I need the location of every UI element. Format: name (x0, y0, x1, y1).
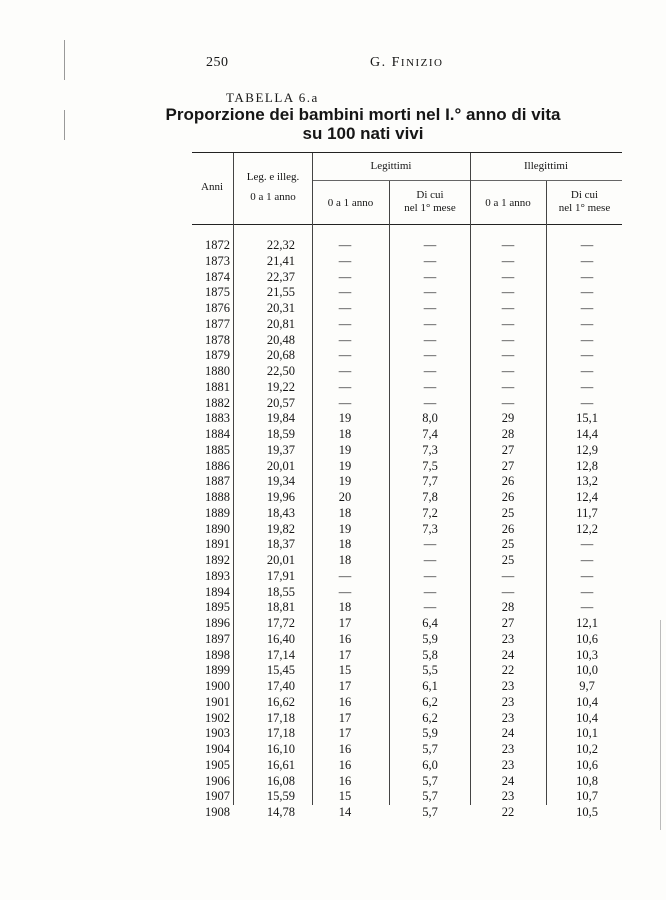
table-row (0, 758, 666, 774)
cell-ill-0a1: — (501, 301, 515, 315)
cell-leg-0a1: 17 (338, 710, 352, 725)
cell-ill-0a1: — (501, 285, 515, 300)
cell-leg-0a1: — (338, 332, 352, 347)
cell-year: 1873 (205, 253, 230, 268)
cell-leg-0a1: 20 (338, 490, 352, 504)
cell-leg-0a1: 19 (338, 458, 352, 473)
header-leg-illeg-line1: Leg. e illeg. (246, 171, 300, 183)
cell-leg-first-month: — (423, 395, 437, 410)
table-row (0, 396, 666, 412)
legittimi-rule (312, 180, 470, 181)
cell-ill-first-month: — (580, 395, 594, 410)
cell-year: 1887 (205, 474, 230, 489)
cell-ill-first-month: 11,7 (576, 505, 598, 520)
table-row (0, 774, 666, 790)
cell-year: 1879 (205, 348, 230, 363)
cell-ill-first-month: — (580, 600, 594, 615)
header-illegittimi: Illegittimi (524, 160, 568, 172)
cell-ill-0a1: 22 (501, 805, 515, 819)
cell-ill-0a1: 23 (501, 710, 515, 725)
cell-ill-first-month: 14,4 (576, 427, 598, 441)
cell-year: 1892 (205, 553, 230, 567)
cell-ill-0a1: 24 (501, 726, 515, 741)
table-row (0, 616, 666, 632)
cell-leg-first-month: — (423, 348, 437, 363)
table-row (0, 569, 666, 585)
cell-year: 1908 (205, 805, 230, 819)
table-row (0, 348, 666, 364)
cell-year: 1883 (205, 411, 230, 426)
cell-leg-first-month: — (423, 553, 437, 567)
cell-leg-illeg-total: 16,40 (266, 631, 295, 646)
header-leg-dicui-line1: Di cui (416, 189, 444, 201)
cell-leg-0a1: 18 (338, 505, 352, 520)
cell-ill-0a1: 25 (501, 553, 515, 567)
cell-ill-0a1: 24 (501, 773, 515, 788)
cell-ill-0a1: 23 (501, 757, 515, 772)
cell-leg-illeg-total: 19,84 (266, 411, 295, 426)
cell-ill-first-month: 12,8 (576, 458, 598, 473)
cell-leg-illeg-total: 19,96 (266, 490, 295, 504)
cell-leg-0a1: — (338, 364, 352, 378)
cell-leg-first-month: — (423, 584, 437, 599)
cell-year: 1904 (205, 742, 230, 756)
cell-ill-0a1: 23 (501, 694, 515, 709)
cell-ill-first-month: 10,0 (576, 663, 598, 678)
cell-ill-first-month: — (580, 537, 594, 552)
table-row (0, 742, 666, 758)
cell-ill-first-month: — (580, 238, 594, 252)
cell-ill-first-month: — (580, 568, 594, 583)
cell-leg-illeg-total: 17,18 (266, 710, 295, 725)
table-row (0, 553, 666, 569)
table-row (0, 537, 666, 553)
table-row (0, 285, 666, 301)
cell-leg-first-month: 6,1 (422, 679, 438, 693)
cell-year: 1903 (205, 726, 230, 741)
table-row (0, 427, 666, 443)
table-row (0, 254, 666, 270)
cell-leg-0a1: — (338, 348, 352, 363)
cell-leg-illeg-total: 17,14 (266, 647, 295, 662)
cell-ill-0a1: 23 (501, 742, 515, 756)
cell-leg-first-month: — (423, 537, 437, 552)
cell-ill-0a1: — (501, 584, 515, 599)
cell-ill-0a1: 28 (501, 427, 515, 441)
cell-ill-first-month: 9,7 (579, 679, 595, 693)
left-margin-mark (64, 110, 65, 140)
cell-leg-illeg-total: 17,40 (266, 679, 295, 693)
cell-ill-first-month: — (580, 553, 594, 567)
cell-leg-0a1: — (338, 584, 352, 599)
cell-leg-0a1: 17 (338, 726, 352, 741)
cell-leg-illeg-total: 18,55 (266, 584, 295, 599)
cell-year: 1895 (205, 600, 230, 615)
cell-leg-first-month: — (423, 568, 437, 583)
cell-leg-0a1: 16 (338, 631, 352, 646)
cell-ill-0a1: — (501, 332, 515, 347)
cell-ill-first-month: 10,2 (576, 742, 598, 756)
cell-ill-0a1: — (501, 269, 515, 284)
cell-leg-illeg-total: 21,41 (266, 253, 295, 268)
cell-leg-first-month: 5,7 (422, 789, 438, 804)
cell-leg-illeg-total: 20,81 (266, 316, 295, 331)
cell-leg-0a1: 19 (338, 442, 352, 457)
cell-leg-illeg-total: 16,61 (266, 757, 295, 772)
cell-ill-0a1: — (501, 379, 515, 394)
table-title: Proporzione dei bambini morti nel I.° anno di vita (165, 105, 561, 124)
cell-year: 1896 (205, 616, 230, 630)
cell-leg-first-month: 5,9 (422, 726, 438, 741)
cell-leg-illeg-total: 15,59 (266, 789, 295, 804)
cell-leg-first-month: — (423, 332, 437, 347)
cell-ill-0a1: — (501, 238, 515, 252)
cell-leg-0a1: 16 (338, 757, 352, 772)
cell-leg-illeg-total: 18,59 (266, 427, 295, 441)
cell-leg-illeg-total: 22,37 (266, 269, 295, 284)
cell-ill-first-month: — (580, 364, 594, 378)
cell-leg-illeg-total: 20,48 (266, 332, 295, 347)
table-row (0, 711, 666, 727)
cell-ill-0a1: 23 (501, 789, 515, 804)
cell-ill-0a1: 25 (501, 537, 515, 552)
table-subtitle: su 100 nati vivi (302, 124, 424, 143)
cell-ill-first-month: 10,4 (576, 710, 598, 725)
cell-year: 1891 (205, 537, 230, 552)
cell-leg-first-month: 5,9 (422, 631, 438, 646)
table-row (0, 726, 666, 742)
cell-ill-first-month: 10,1 (576, 726, 598, 741)
left-margin-mark (64, 40, 65, 80)
cell-leg-0a1: — (338, 379, 352, 394)
cell-ill-first-month: 10,8 (576, 773, 598, 788)
cell-ill-0a1: 23 (501, 679, 515, 693)
table-row (0, 238, 666, 254)
cell-year: 1872 (205, 238, 230, 252)
cell-ill-0a1: 28 (501, 600, 515, 615)
cell-leg-illeg-total: 18,37 (266, 537, 295, 552)
cell-leg-0a1: 18 (338, 553, 352, 567)
cell-ill-first-month: — (580, 332, 594, 347)
cell-leg-illeg-total: 16,10 (266, 742, 295, 756)
cell-ill-0a1: 24 (501, 647, 515, 662)
cell-year: 1881 (205, 379, 230, 394)
cell-leg-0a1: — (338, 316, 352, 331)
cell-leg-illeg-total: 18,43 (266, 505, 295, 520)
table-row (0, 648, 666, 664)
cell-leg-0a1: 15 (338, 789, 352, 804)
cell-leg-first-month: 7,4 (422, 427, 438, 441)
cell-leg-0a1: 18 (338, 427, 352, 441)
cell-leg-first-month: — (423, 301, 437, 315)
cell-leg-0a1: 17 (338, 647, 352, 662)
author-initial: G. F (370, 55, 401, 70)
cell-ill-first-month: — (580, 285, 594, 300)
cell-leg-0a1: 18 (338, 600, 352, 615)
cell-ill-first-month: — (580, 379, 594, 394)
cell-ill-first-month: 10,6 (576, 631, 598, 646)
cell-leg-illeg-total: 20,01 (266, 458, 295, 473)
cell-leg-first-month: 6,2 (422, 694, 438, 709)
cell-leg-first-month: 7,8 (422, 490, 438, 504)
table-row (0, 632, 666, 648)
cell-leg-0a1: 16 (338, 773, 352, 788)
cell-ill-first-month: 10,7 (576, 789, 598, 804)
cell-leg-0a1: 16 (338, 694, 352, 709)
cell-leg-illeg-total: 20,68 (266, 348, 295, 363)
cell-ill-0a1: 29 (501, 411, 515, 426)
cell-leg-illeg-total: 19,22 (266, 379, 295, 394)
cell-leg-first-month: — (423, 379, 437, 394)
table-row (0, 459, 666, 475)
cell-ill-0a1: 27 (501, 442, 515, 457)
cell-ill-0a1: — (501, 348, 515, 363)
cell-leg-illeg-total: 20,31 (266, 301, 295, 315)
cell-leg-0a1: — (338, 238, 352, 252)
cell-ill-0a1: 25 (501, 505, 515, 520)
cell-leg-0a1: — (338, 301, 352, 315)
header-bottom-rule (192, 224, 622, 225)
cell-year: 1905 (205, 757, 230, 772)
cell-ill-first-month: 10,3 (576, 647, 598, 662)
table-row (0, 301, 666, 317)
cell-year: 1878 (205, 332, 230, 347)
cell-leg-illeg-total: 22,50 (266, 364, 295, 378)
cell-leg-first-month: 5,7 (422, 805, 438, 819)
cell-ill-first-month: 12,1 (576, 616, 598, 630)
cell-leg-0a1: 19 (338, 474, 352, 489)
cell-leg-first-month: — (423, 253, 437, 268)
cell-leg-illeg-total: 16,08 (266, 773, 295, 788)
table-row (0, 663, 666, 679)
cell-year: 1897 (205, 631, 230, 646)
cell-year: 1888 (205, 490, 230, 504)
cell-year: 1893 (205, 568, 230, 583)
cell-leg-first-month: — (423, 364, 437, 378)
table-row (0, 411, 666, 427)
cell-leg-first-month: 7,3 (422, 442, 438, 457)
cell-ill-first-month: 12,9 (576, 442, 598, 457)
cell-leg-illeg-total: 17,72 (266, 616, 295, 630)
author-rest: INIZIO (400, 57, 444, 69)
table-row (0, 522, 666, 538)
cell-leg-illeg-total: 16,62 (266, 694, 295, 709)
cell-ill-first-month: — (580, 301, 594, 315)
cell-ill-first-month: 12,2 (576, 521, 598, 536)
cell-year: 1875 (205, 285, 230, 300)
cell-ill-0a1: 26 (501, 490, 515, 504)
right-margin-mark (660, 620, 661, 830)
table-row (0, 380, 666, 396)
table-row (0, 789, 666, 805)
header-legittimi: Legittimi (370, 160, 412, 172)
cell-year: 1886 (205, 458, 230, 473)
cell-leg-illeg-total: 19,37 (266, 442, 295, 457)
cell-ill-first-month: 13,2 (576, 474, 598, 489)
table-row (0, 270, 666, 286)
cell-ill-first-month: 10,5 (576, 805, 598, 819)
cell-year: 1874 (205, 269, 230, 284)
cell-ill-0a1: — (501, 568, 515, 583)
cell-leg-first-month: 7,7 (422, 474, 438, 489)
cell-leg-illeg-total: 22,32 (266, 238, 295, 252)
cell-ill-first-month: — (580, 269, 594, 284)
cell-ill-first-month: 12,4 (576, 490, 598, 504)
cell-ill-0a1: 26 (501, 474, 515, 489)
cell-ill-0a1: 22 (501, 663, 515, 678)
cell-leg-0a1: 15 (338, 663, 352, 678)
cell-leg-illeg-total: 21,55 (266, 285, 295, 300)
cell-leg-illeg-total: 19,82 (266, 521, 295, 536)
table-label: TABELLA 6.a (226, 90, 319, 105)
cell-year: 1900 (205, 679, 230, 693)
table-row (0, 474, 666, 490)
cell-leg-0a1: — (338, 269, 352, 284)
cell-leg-0a1: — (338, 253, 352, 268)
cell-year: 1876 (205, 301, 230, 315)
table-row (0, 333, 666, 349)
cell-ill-first-month: — (580, 253, 594, 268)
cell-leg-0a1: — (338, 285, 352, 300)
cell-ill-0a1: 27 (501, 616, 515, 630)
cell-ill-first-month: 10,6 (576, 757, 598, 772)
cell-year: 1907 (205, 789, 230, 804)
cell-leg-first-month: 6,4 (422, 616, 438, 630)
cell-ill-0a1: 27 (501, 458, 515, 473)
cell-leg-first-month: 5,7 (422, 773, 438, 788)
header-ill-0a1: 0 a 1 anno (485, 197, 531, 209)
cell-ill-0a1: — (501, 395, 515, 410)
cell-ill-0a1: 23 (501, 631, 515, 646)
cell-leg-first-month: — (423, 269, 437, 284)
cell-ill-first-month: 15,1 (576, 411, 598, 426)
table-row (0, 805, 666, 821)
running-head-author (370, 55, 444, 71)
cell-year: 1884 (205, 427, 230, 441)
cell-leg-first-month: 7,5 (422, 458, 438, 473)
cell-ill-0a1: — (501, 253, 515, 268)
cell-leg-first-month: — (423, 316, 437, 331)
cell-leg-illeg-total: 17,91 (266, 568, 295, 583)
cell-leg-illeg-total: 17,18 (266, 726, 295, 741)
cell-leg-first-month: 6,0 (422, 757, 438, 772)
cell-year: 1882 (205, 395, 230, 410)
cell-leg-0a1: — (338, 568, 352, 583)
cell-ill-first-month: — (580, 348, 594, 363)
cell-leg-0a1: 14 (338, 805, 352, 819)
cell-year: 1898 (205, 647, 230, 662)
cell-leg-0a1: — (338, 395, 352, 410)
cell-year: 1885 (205, 442, 230, 457)
table-row (0, 600, 666, 616)
cell-ill-first-month: — (580, 316, 594, 331)
cell-leg-0a1: 16 (338, 742, 352, 756)
cell-ill-0a1: 26 (501, 521, 515, 536)
cell-ill-0a1: — (501, 316, 515, 331)
cell-year: 1902 (205, 710, 230, 725)
cell-leg-0a1: 18 (338, 537, 352, 552)
cell-year: 1899 (205, 663, 230, 678)
table-row (0, 443, 666, 459)
cell-leg-first-month: 8,0 (422, 411, 438, 426)
cell-year: 1894 (205, 584, 230, 599)
cell-leg-first-month: — (423, 238, 437, 252)
cell-leg-first-month: 6,2 (422, 710, 438, 725)
cell-leg-illeg-total: 19,34 (266, 474, 295, 489)
header-anni: Anni (201, 181, 223, 193)
cell-leg-0a1: 19 (338, 411, 352, 426)
header-leg-dicui-line2: nel 1° mese (404, 202, 456, 214)
cell-leg-first-month: 7,3 (422, 521, 438, 536)
cell-leg-illeg-total: 20,01 (266, 553, 295, 567)
header-ill-dicui-line2: nel 1° mese (558, 202, 611, 214)
cell-year: 1906 (205, 773, 230, 788)
table-row (0, 506, 666, 522)
table-row (0, 585, 666, 601)
table-row (0, 490, 666, 506)
cell-year: 1880 (205, 364, 230, 378)
cell-leg-illeg-total: 15,45 (266, 663, 295, 678)
table-row (0, 695, 666, 711)
page-number: 250 (206, 55, 229, 70)
header-leg-illeg-line2: 0 a 1 anno (250, 191, 296, 203)
cell-leg-0a1: 17 (338, 616, 352, 630)
cell-year: 1889 (205, 505, 230, 520)
cell-leg-illeg-total: 18,81 (266, 600, 295, 615)
cell-year: 1890 (205, 521, 230, 536)
table-row (0, 364, 666, 380)
cell-ill-0a1: — (501, 364, 515, 378)
header-leg-0a1: 0 a 1 anno (327, 197, 374, 209)
cell-leg-first-month: 5,7 (422, 742, 438, 756)
cell-ill-first-month: — (580, 584, 594, 599)
table-row (0, 317, 666, 333)
cell-leg-first-month: — (423, 600, 437, 615)
cell-leg-illeg-total: 14,78 (266, 805, 295, 819)
cell-year: 1901 (205, 694, 230, 709)
table-top-rule (192, 152, 622, 153)
cell-leg-0a1: 19 (338, 521, 352, 536)
cell-leg-illeg-total: 20,57 (266, 395, 295, 410)
header-ill-dicui-line1: Di cui (570, 189, 599, 201)
cell-leg-0a1: 17 (338, 679, 352, 693)
cell-leg-first-month: 5,8 (422, 647, 438, 662)
table-row (0, 679, 666, 695)
cell-year: 1877 (205, 316, 230, 331)
cell-leg-first-month: 5,5 (422, 663, 438, 678)
cell-leg-first-month: 7,2 (422, 505, 438, 520)
cell-leg-first-month: — (423, 285, 437, 300)
cell-ill-first-month: 10,4 (576, 694, 598, 709)
